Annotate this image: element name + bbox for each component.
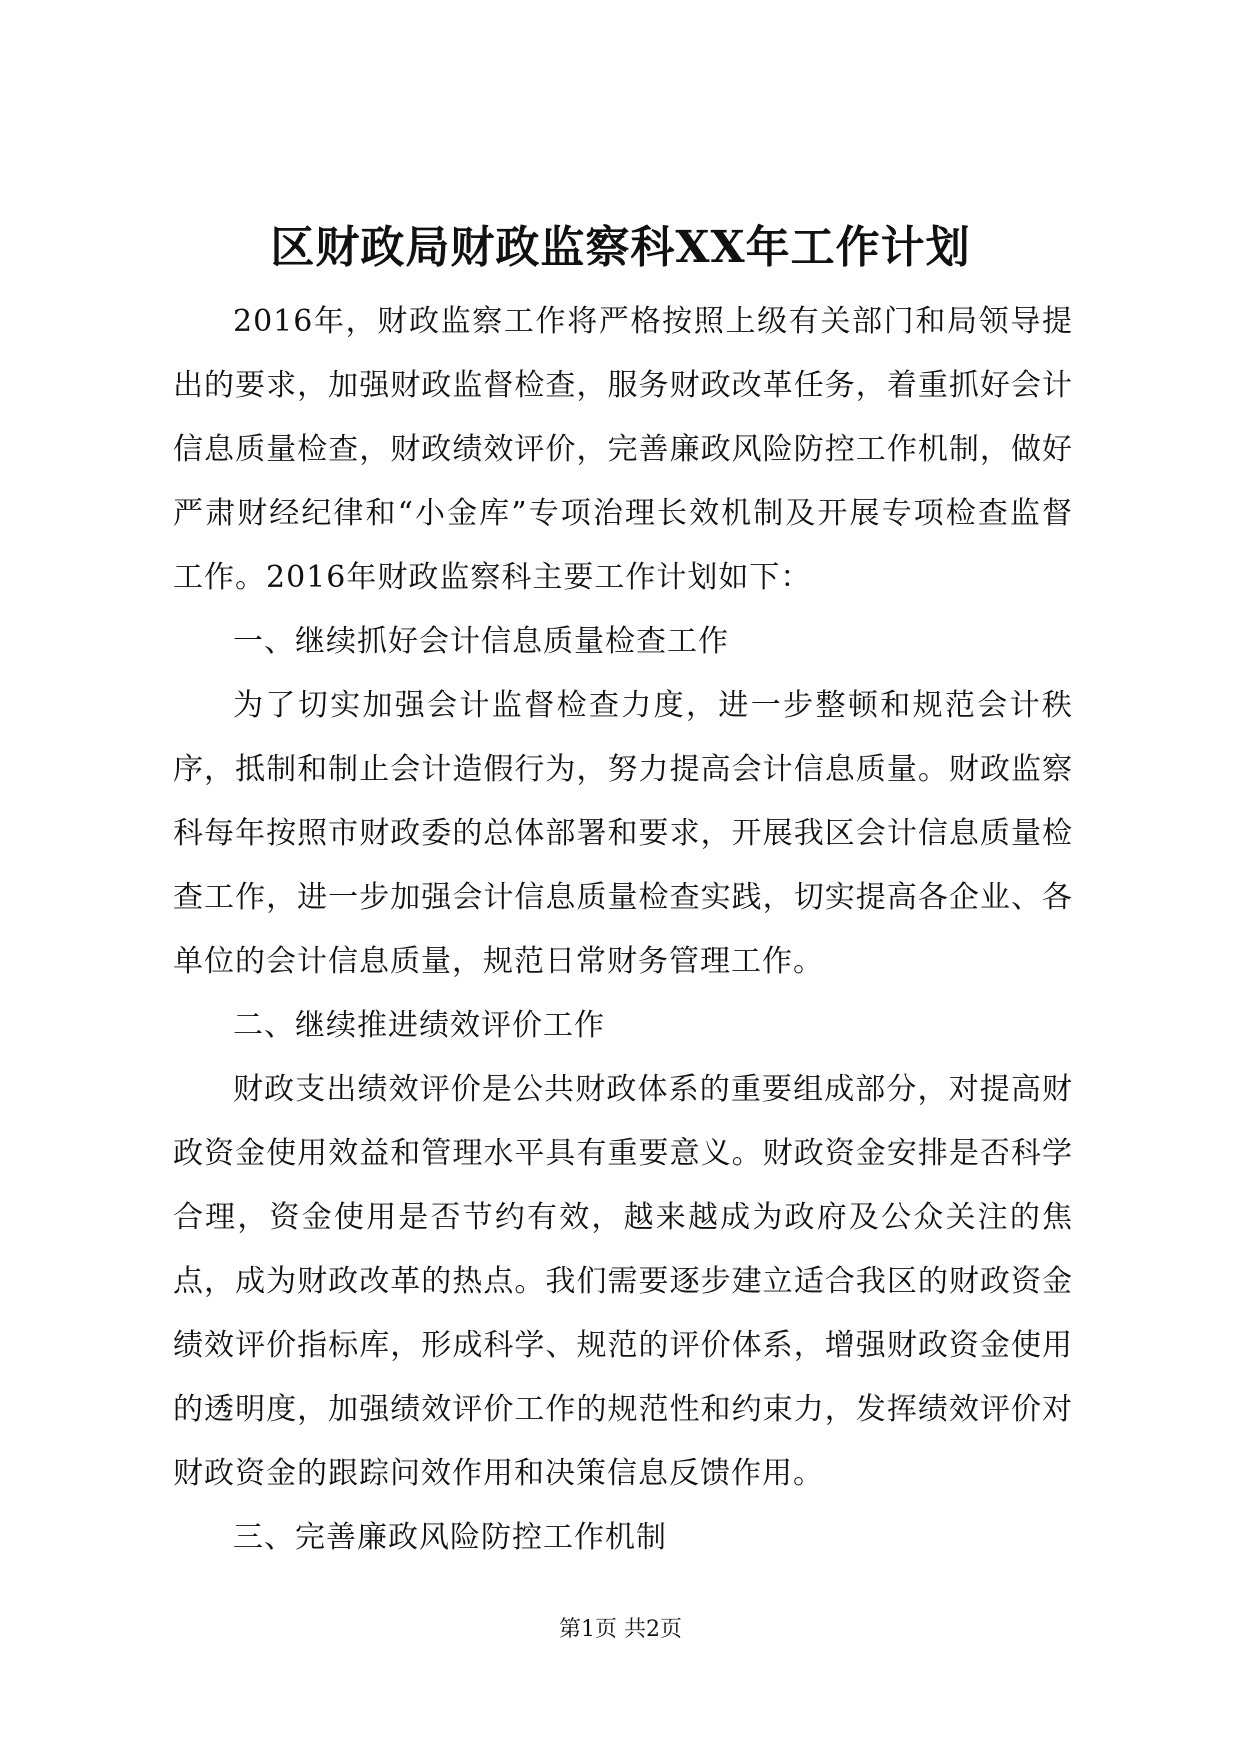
section-heading-2: 二、继续推进绩效评价工作 (233, 1008, 605, 1043)
paragraph-intro: 2016年，财政监察工作将严格按照上级有关部门和局领导提出的要求，加强财政监督检查，服务财政改革任务，着重抓好会计信息质量检查，财政绩效评价，完善廉政风险防控工作机制，做好严肃财经纪律和“小金库”专项治理长效机制及开展专项检查监督工作。2016年财政监察科主要工作计划如下： (173, 304, 1073, 595)
section-heading-3: 三、完善廉政风险防控工作机制 (233, 1520, 667, 1555)
page-number-footer: 第1页 共2页 (559, 1617, 682, 1642)
section-heading-1: 一、继续抓好会计信息质量检查工作 (233, 624, 729, 659)
document-body (173, 290, 1073, 1570)
paragraph-section-1: 为了切实加强会计监督检查力度，进一步整顿和规范会计秩序，抵制和制止会计造假行为，努力提高会计信息质量。财政监察科每年按照市财政委的总体部署和要求，开展我区会计信息质量检查工作，进一步加强会计信息质量检查实践，切实提高各企业、各单位的会计信息质量，规范日常财务管理工作。 (173, 688, 1073, 979)
paragraph-section-2: 财政支出绩效评价是公共财政体系的重要组成部分，对提高财政资金使用效益和管理水平具有重要意义。财政资金安排是否科学合理，资金使用是否节约有效，越来越成为政府及公众关注的焦点，成为财政改革的热点。我们需要逐步建立适合我区的财政资金绩效评价指标库，形成科学、规范的评价体系，增强财政资金使用的透明度，加强绩效评价工作的规范性和约束力，发挥绩效评价对财政资金的跟踪问效作用和决策信息反馈作用。 (173, 1072, 1073, 1491)
document-title: 区财政局财政监察科XX年工作计划 (270, 222, 971, 273)
